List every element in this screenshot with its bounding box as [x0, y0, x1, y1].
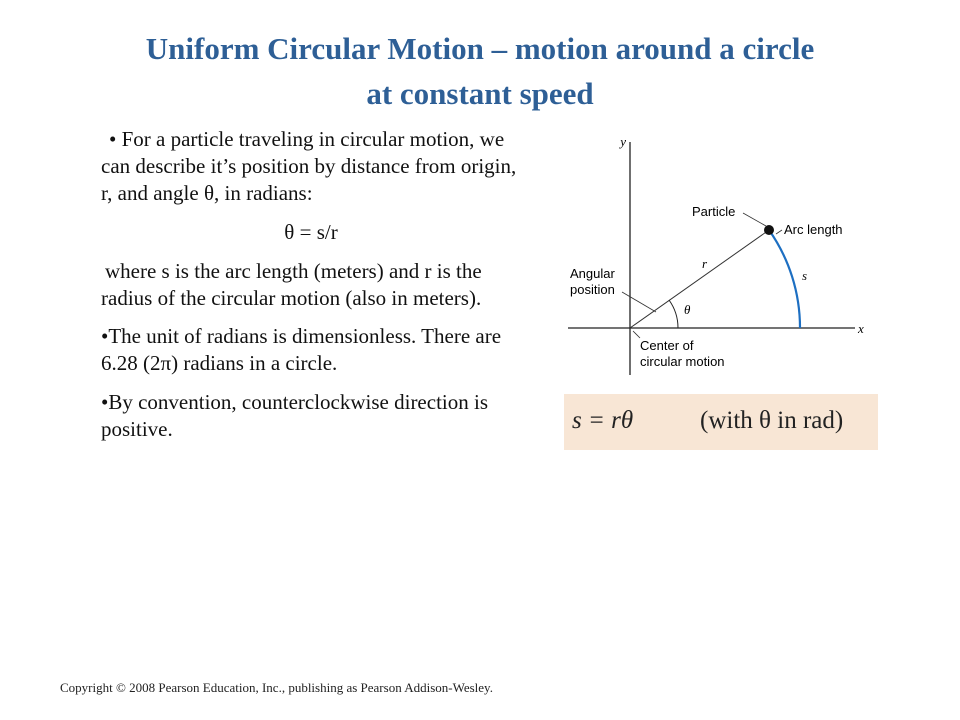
slide-title	[40, 26, 920, 116]
title-line-2: at constant speed	[366, 76, 594, 111]
bullet-position: • For a particle traveling in circular motion, we can describe it’s position by distance from origin, r, and angle θ, in radians:	[101, 127, 517, 205]
y-axis-label: y	[620, 134, 626, 149]
angle-arc	[669, 300, 678, 328]
center-label-line1: Center of	[640, 338, 694, 353]
arc-length-label: Arc length	[784, 222, 843, 237]
angular-label-line1: Angular	[570, 266, 615, 281]
body-text	[101, 126, 521, 443]
title-line-1: Uniform Circular Motion – motion around a circle	[145, 31, 815, 66]
angular-leader	[622, 292, 656, 312]
bullet-convention: •By convention, counterclockwise direction is positive.	[101, 390, 489, 441]
formula-note: (with θ in rad)	[700, 407, 844, 434]
particle-dot	[764, 225, 774, 235]
arc-s-label: s	[802, 268, 808, 283]
x-axis-label: x	[858, 321, 864, 336]
center-label-line2: circular motion	[640, 354, 725, 369]
angular-label-line2: position	[570, 282, 615, 297]
equation-theta: θ = s/r	[284, 220, 338, 244]
radius-line	[630, 230, 769, 328]
radius-label: r	[702, 256, 708, 271]
formula-box	[564, 394, 878, 450]
formula-equation: s = rθ	[572, 407, 634, 434]
circular-motion-diagram	[560, 130, 890, 380]
arc-length-leader	[776, 230, 782, 234]
copyright-notice: Copyright © 2008 Pearson Education, Inc., publishing as Pearson Addison-Wesley.	[60, 680, 493, 695]
center-leader	[633, 331, 640, 338]
arc-length-definition: where s is the arc length (meters) and r is the radius of the circular motion (also in meters).	[101, 259, 482, 310]
particle-label: Particle	[692, 204, 736, 219]
theta-label: θ	[684, 302, 691, 317]
bullet-radians: •The unit of radians is dimensionless. There are 6.28 (2π) radians in a circle.	[101, 324, 502, 375]
arc-path	[769, 230, 800, 328]
particle-leader	[743, 213, 766, 226]
